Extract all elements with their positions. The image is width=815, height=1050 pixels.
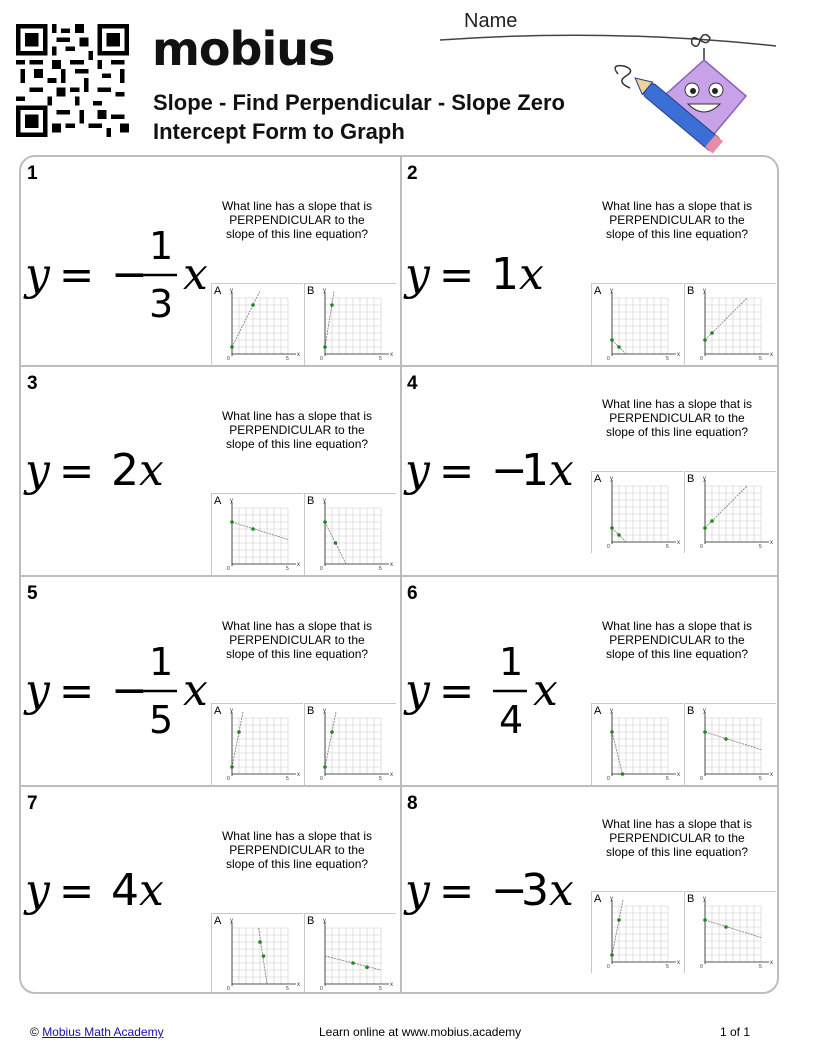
graph-point [710,331,714,335]
answer-option-a[interactable] [211,913,303,994]
equation-variable: x [533,665,558,716]
option-graph [592,704,684,786]
answer-option-b[interactable] [304,913,396,994]
origin-label: 0 [320,986,323,992]
origin-label: 0 [700,544,703,550]
equation-variable: x [139,865,164,916]
origin-label: 0 [607,356,610,362]
option-label: A [594,473,602,485]
option-graph [212,284,304,366]
tick-label: 5 [286,356,289,362]
equation-lhs: y [25,445,50,496]
option-label: B [307,285,315,297]
graph-point [251,527,255,531]
graph-point [251,303,255,307]
graph-point [724,925,728,929]
equation [403,213,593,333]
question-card-6 [401,577,779,785]
option-graph [305,284,397,366]
minus-sign: − [111,665,148,716]
equals-sign: = [59,866,95,915]
x-axis-label: x [677,960,680,966]
x-axis-label: x [677,352,680,358]
y-axis-label: y [230,918,233,924]
graph-point [617,918,621,922]
question-card-4 [401,367,779,575]
tick-label: 5 [666,776,669,782]
graph-point [610,730,614,734]
answer-option-b[interactable] [684,471,776,553]
logo-text: mobius [152,22,335,76]
option-graph [212,494,304,576]
equation-variable: x [519,249,544,300]
option-graph [592,472,684,554]
option-label: A [214,915,222,927]
answer-option-b[interactable] [304,493,396,575]
option-label: A [594,705,602,717]
option-graph [592,284,684,366]
answer-option-a[interactable] [591,283,683,365]
graph-point [703,918,707,922]
equation-variable: x [183,665,208,716]
graph-point [323,345,327,349]
graph-point [610,953,614,957]
origin-label: 0 [227,776,230,782]
y-axis-label: y [703,288,706,294]
question-card-7 [21,787,399,994]
equals-sign: = [439,446,475,495]
question-number: 7 [27,793,38,814]
copyright-symbol: © [30,1025,39,1039]
equation-lhs: y [405,665,430,716]
question-number: 2 [407,163,418,184]
graph-point [617,345,621,349]
x-axis-label: x [770,352,773,358]
x-axis-label: x [297,562,300,568]
fraction-numerator: 1 [499,640,524,684]
tick-label: 5 [666,544,669,550]
fraction-denominator: 3 [149,282,174,326]
graph-point [262,954,266,958]
option-label: A [214,495,222,507]
y-axis-label: y [323,288,326,294]
tick-label: 5 [286,566,289,572]
equals-sign: = [439,250,475,299]
tick-label: 5 [759,356,762,362]
graph-point [724,737,728,741]
answer-option-b[interactable] [304,283,396,365]
x-axis-label: x [770,960,773,966]
option-label: B [687,893,695,905]
graph-point [258,940,262,944]
equation [403,829,593,949]
equation [23,829,213,949]
x-axis-label: x [677,540,680,546]
question-number: 1 [27,163,38,184]
y-axis-label: y [703,476,706,482]
tick-label: 5 [379,776,382,782]
name-label: Name [464,10,518,32]
option-graph [685,704,777,786]
equation-lhs: y [405,249,430,300]
question-prompt: What line has a slope that is PERPENDICULAR to the slope of this line equation? [221,829,373,871]
tick-label: 5 [666,356,669,362]
tick-label: 5 [759,544,762,550]
y-axis-label: y [323,708,326,714]
graph-point [610,338,614,342]
option-graph [305,914,397,994]
origin-label: 0 [227,566,230,572]
question-number: 8 [407,793,418,814]
option-label: B [687,285,695,297]
equals-sign: = [59,446,95,495]
graph-point [365,965,369,969]
question-card-8 [401,787,779,994]
x-axis-label: x [770,540,773,546]
coefficient: 1 [491,249,519,300]
origin-label: 0 [227,986,230,992]
question-prompt: What line has a slope that is PERPENDICULAR to the slope of this line equation? [601,619,753,661]
equation-variable: x [183,249,208,300]
fraction-numerator: 1 [149,640,174,684]
footer-center-text: Learn online at www.mobius.academy [319,1025,522,1039]
equation [23,213,213,333]
origin-label: 0 [700,356,703,362]
x-axis-label: x [677,772,680,778]
question-number: 4 [407,373,418,394]
question-prompt: What line has a slope that is PERPENDICULAR to the slope of this line equation? [601,199,753,241]
equals-sign: = [59,250,95,299]
graph-point [330,303,334,307]
graph-point [703,526,707,530]
answer-option-a[interactable] [591,891,683,973]
equation-variable: x [549,445,574,496]
answer-option-a[interactable] [211,703,303,785]
question-card-2 [401,157,779,365]
minus-sign: − [491,445,528,496]
option-label: A [594,893,602,905]
graph-point [621,772,625,776]
equation-variable: x [139,445,164,496]
option-graph [212,914,304,994]
option-graph [685,892,777,974]
equation [403,629,593,749]
x-axis-label: x [770,772,773,778]
y-axis-label: y [610,896,613,902]
equation [23,409,213,529]
question-prompt: What line has a slope that is PERPENDICULAR to the slope of this line equation? [601,817,753,859]
origin-label: 0 [700,964,703,970]
answer-option-b[interactable] [684,703,776,785]
fraction-numerator: 1 [149,224,174,268]
answer-option-a[interactable] [591,703,683,785]
graph-point [610,526,614,530]
question-number: 3 [27,373,38,394]
graph-point [230,345,234,349]
equation-lhs: y [405,445,430,496]
coefficient: 1 [521,445,549,496]
origin-label: 0 [607,776,610,782]
origin-label: 0 [320,356,323,362]
equation [403,409,593,529]
y-axis-label: y [230,498,233,504]
question-prompt: What line has a slope that is PERPENDICULAR to the slope of this line equation? [221,409,373,451]
equation-lhs: y [25,865,50,916]
equals-sign: = [59,666,95,715]
equation-lhs: y [25,249,50,300]
answer-option-b[interactable] [304,703,396,785]
option-label: A [594,285,602,297]
graph-point [617,533,621,537]
tick-label: 5 [379,356,382,362]
option-label: B [307,705,315,717]
option-graph [305,494,397,576]
origin-label: 0 [320,776,323,782]
question-number: 5 [27,583,38,604]
y-axis-label: y [323,918,326,924]
coefficient: 3 [521,865,549,916]
graph-point [710,519,714,523]
option-label: B [307,495,315,507]
coefficient: 2 [111,445,139,496]
equation-variable: x [549,865,574,916]
graph-point [230,765,234,769]
qr-code [16,24,129,137]
question-grid [19,155,779,994]
x-axis-label: x [297,772,300,778]
graph-point [703,338,707,342]
option-graph [685,284,777,366]
equals-sign: = [439,866,475,915]
y-axis-label: y [610,288,613,294]
origin-label: 0 [320,566,323,572]
answer-option-b[interactable] [684,283,776,365]
tick-label: 5 [379,566,382,572]
graph-point [323,765,327,769]
option-graph [305,704,397,786]
question-prompt: What line has a slope that is PERPENDICULAR to the slope of this line equation? [221,199,373,241]
origin-label: 0 [607,544,610,550]
equation [23,629,213,749]
question-number: 6 [407,583,418,604]
option-label: B [307,915,315,927]
footer-link-mobius[interactable]: Mobius Math Academy [42,1025,164,1039]
option-graph [592,892,684,974]
equation-lhs: y [405,865,430,916]
x-axis-label: x [390,352,393,358]
mascot-illustration [608,34,758,156]
answer-option-a[interactable] [211,493,303,575]
mobius-logo [152,22,335,76]
tick-label: 5 [286,986,289,992]
question-card-1 [21,157,399,365]
answer-option-a[interactable] [591,471,683,553]
page-title: Slope - Find Perpendicular - Slope Zero Intercept Form to Graph [153,90,565,144]
x-axis-label: x [390,982,393,988]
graph-point [323,520,327,524]
coefficient: 4 [111,865,139,916]
origin-label: 0 [227,356,230,362]
footer-page-number: 1 of 1 [720,1025,751,1039]
x-axis-label: x [390,562,393,568]
graph-point [230,520,234,524]
question-prompt: What line has a slope that is PERPENDICULAR to the slope of this line equation? [221,619,373,661]
tick-label: 5 [666,964,669,970]
graph-point [703,730,707,734]
x-axis-label: x [390,772,393,778]
question-card-5 [21,577,399,785]
option-label: A [214,285,222,297]
y-axis-label: y [610,708,613,714]
graph-point [351,961,355,965]
y-axis-label: y [323,498,326,504]
origin-label: 0 [607,964,610,970]
x-axis-label: x [297,352,300,358]
y-axis-label: y [610,476,613,482]
question-card-3 [21,367,399,575]
fraction-denominator: 4 [499,698,524,742]
y-axis-label: y [703,896,706,902]
option-graph [212,704,304,786]
equals-sign: = [439,666,475,715]
answer-option-b[interactable] [684,891,776,973]
tick-label: 5 [759,964,762,970]
tick-label: 5 [379,986,382,992]
equation-lhs: y [25,665,50,716]
tick-label: 5 [759,776,762,782]
graph-point [334,541,338,545]
option-label: B [687,473,695,485]
fraction-denominator: 5 [149,698,174,742]
minus-sign: − [111,249,148,300]
graph-point [330,730,334,734]
answer-option-a[interactable] [211,283,303,365]
y-axis-label: y [703,708,706,714]
y-axis-label: y [230,288,233,294]
footer-copyright [30,1025,164,1039]
option-label: A [214,705,222,717]
option-graph [685,472,777,554]
option-label: B [687,705,695,717]
y-axis-label: y [230,708,233,714]
question-prompt: What line has a slope that is PERPENDICULAR to the slope of this line equation? [601,397,753,439]
origin-label: 0 [700,776,703,782]
minus-sign: − [491,865,528,916]
x-axis-label: x [297,982,300,988]
tick-label: 5 [286,776,289,782]
graph-point [237,730,241,734]
